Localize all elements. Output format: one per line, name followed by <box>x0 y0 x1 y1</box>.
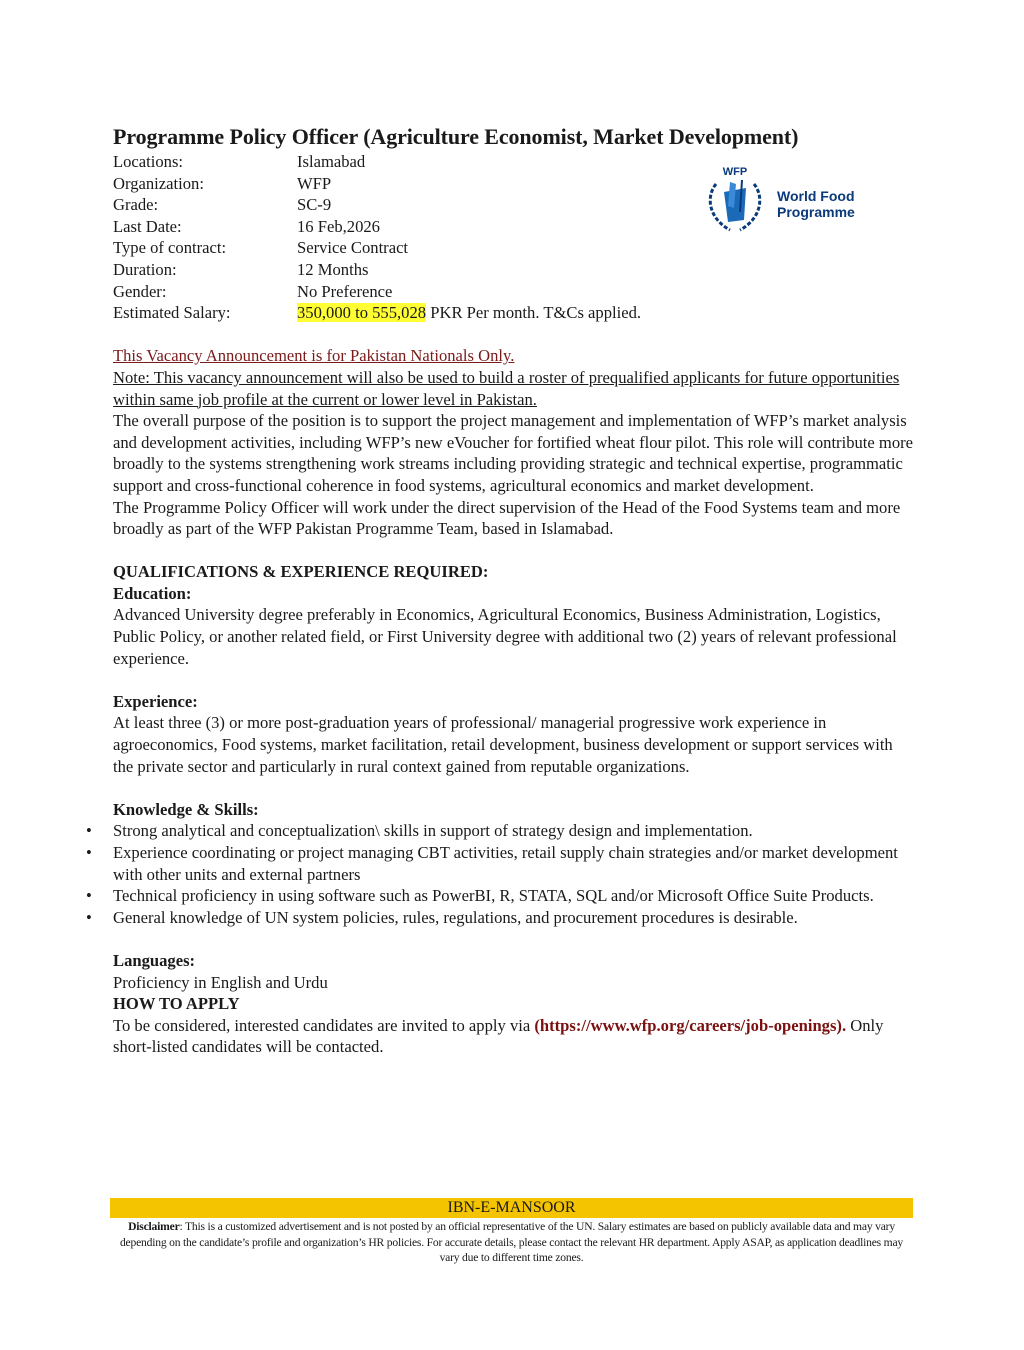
apply-link[interactable]: (https://www.wfp.org/careers/job-openings). <box>534 1015 847 1035</box>
list-item: • Experience coordinating or project managing CBT activities, retail supply chain strategies and/or market development with other units and external partners <box>113 842 913 885</box>
detail-row: Last Date: 16 Feb,2026 <box>113 216 380 236</box>
detail-row: Locations: Islamabad <box>113 152 366 171</box>
job-ad <box>113 124 913 1058</box>
experience-heading: Experience: <box>113 691 198 711</box>
detail-row: Gender: No Preference <box>113 281 393 301</box>
svg-text:World Food: World Food <box>777 188 855 204</box>
salary-range: 350,000 to 555,028 <box>297 303 427 323</box>
svg-text:Programme: Programme <box>777 204 855 220</box>
job-title: Programme Policy Officer (Agriculture Economist, Market Development) <box>113 124 799 149</box>
experience-text: At least three (3) or more post-graduation years of professional/ managerial progressive work experience in agroeconomics, Food systems, market facilitation, retail development, business development or support services with the private sector and particularly in rural context gained from reputable organizations. <box>113 713 893 776</box>
disclaimer: Disclaimer: This is a customized advertisement and is not posted by an official representative of the UN. Salary estimates are based on publicly available data and may vary depending on the candidate’s profile and organization’s HR policies. For accurate details, please contact the relevant HR department. Apply ASAP, as application deadlines may vary due to different time zones. <box>119 1220 904 1264</box>
languages-heading: Languages: <box>113 950 196 970</box>
detail-row: Grade: SC-9 <box>113 195 332 215</box>
footer <box>110 1198 913 1266</box>
education-heading: Education: <box>113 583 192 603</box>
brand-bar: IBN-E-MANSOOR <box>110 1198 913 1218</box>
list-item: • Technical proficiency in using software such as PowerBI, R, STATA, SQL and/or Microsoft Office Suite Products. <box>113 885 913 907</box>
list-item: • General knowledge of UN system policies, rules, regulations, and procurement procedures is desirable. <box>113 907 913 929</box>
detail-row: Duration: 12 Months <box>113 259 369 279</box>
purpose-text: The overall purpose of the position is to support the project management and implementation of WFP’s market analysis and development activities, including WFP’s new eVoucher for fortified wheat flour pilot. This role will contribute more broadly to the systems strengthening work streams including providing strategic and technical expertise, programmatic support and cross-functional coherence in food systems, agricultural economics and market development. <box>113 411 914 495</box>
skills-heading: Knowledge & Skills: <box>113 799 259 819</box>
wfp-emblem-icon <box>700 162 880 242</box>
salary-row: Estimated Salary: 350,000 to 555,028 PKR Per month. T&Cs applied. <box>113 303 642 323</box>
apply-text: To be considered, interested candidates are invited to apply via (https://www.wfp.org/careers/job-openings). Only short-listed candidates will be contacted. <box>113 1015 884 1057</box>
apply-heading: HOW TO APPLY <box>113 994 240 1014</box>
list-item: • Strong analytical and conceptualization\ skills in support of strategy design and implementation. <box>113 820 913 842</box>
wfp-logo <box>700 162 880 242</box>
roster-note: Note: This vacancy announcement will also be used to build a roster of prequalified applicants for future opportunities within same job profile at the current or lower level in Pakistan. <box>113 367 900 409</box>
education-text: Advanced University degree preferably in Economics, Agricultural Economics, Business Administration, Logistics, Public Policy, or another related field, or First University degree with additional two (2) years of relevant professional experience. <box>113 605 897 668</box>
detail-row: Organization: WFP <box>113 173 332 193</box>
qualifications-heading: QUALIFICATIONS & EXPERIENCE REQUIRED: <box>113 562 489 582</box>
svg-text:WFP: WFP <box>722 166 748 178</box>
supervision-text: The Programme Policy Officer will work under the direct supervision of the Head of the Food Systems team and more broadly as part of the WFP Pakistan Programme Team, based in Islamabad. <box>113 497 901 539</box>
languages-text: Proficiency in English and Urdu <box>113 972 328 992</box>
detail-row: Type of contract: Service Contract <box>113 238 409 258</box>
nationals-note: This Vacancy Announcement is for Pakistan Nationals Only. <box>113 346 515 366</box>
skills-list <box>113 820 913 928</box>
